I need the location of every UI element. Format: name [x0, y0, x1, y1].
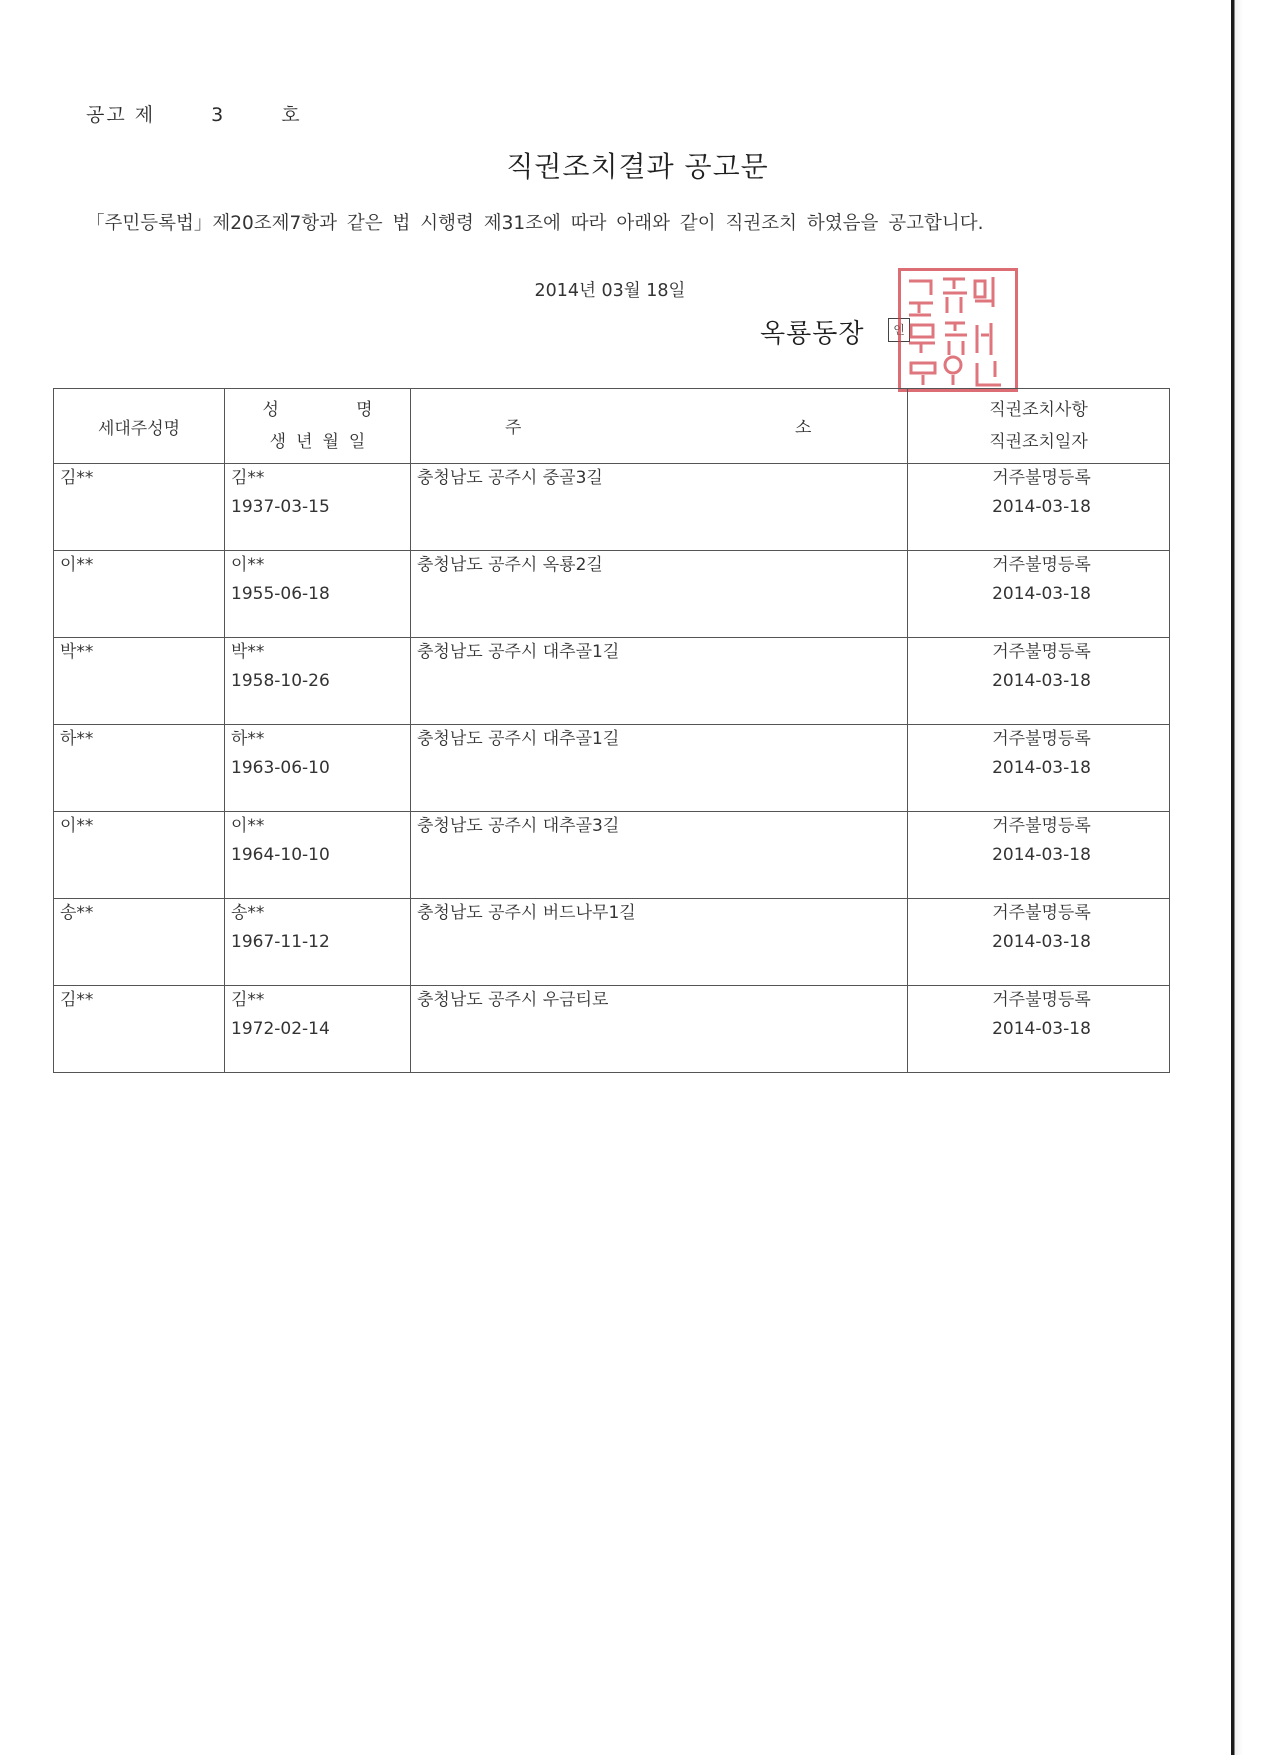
cell-address: 충청남도 공주시 대추골3길	[411, 812, 908, 899]
cell-action-type: 거주불명등록	[992, 468, 1091, 488]
header-action-bottom: 직권조치일자	[989, 432, 1088, 452]
cell-name-birth	[225, 899, 411, 986]
cell-householder: 이**	[54, 551, 225, 638]
cell-address: 충청남도 공주시 우금티로	[411, 986, 908, 1073]
cell-name-birth	[225, 551, 411, 638]
cell-name-birth	[225, 986, 411, 1073]
cell-name-birth	[225, 464, 411, 551]
header-address-1: 주	[505, 418, 522, 438]
header-name-birth	[225, 389, 411, 464]
cell-name: 박**	[231, 642, 265, 662]
cell-action-date: 2014-03-18	[992, 497, 1091, 517]
notice-number	[86, 100, 302, 127]
cell-name: 김**	[231, 468, 265, 488]
records-table	[53, 388, 1170, 1073]
document-title: 직권조치결과 공고문	[506, 150, 769, 183]
cell-address: 충청남도 공주시 대추골1길	[411, 725, 908, 812]
cell-householder: 송**	[54, 899, 225, 986]
cell-action-type: 거주불명등록	[992, 990, 1091, 1010]
scan-edge	[1231, 0, 1275, 1755]
notice-number-value: 3	[211, 104, 226, 126]
seal-mark: 인	[888, 318, 910, 342]
cell-householder: 김**	[54, 464, 225, 551]
notice-body: 「주민등록법」제20조제7항과 같은 법 시행령 제31조에 따라 아래와 같이 직권조치 하였음을 공고합니다.	[86, 213, 984, 234]
cell-action-type: 거주불명등록	[992, 903, 1091, 923]
table-row	[54, 551, 1170, 638]
cell-name: 하**	[231, 729, 265, 749]
cell-action-type: 거주불명등록	[992, 816, 1091, 836]
cell-action	[908, 551, 1170, 638]
cell-action-type: 거주불명등록	[992, 729, 1091, 749]
cell-householder: 박**	[54, 638, 225, 725]
header-householder: 세대주성명	[54, 389, 225, 464]
cell-address: 충청남도 공주시 대추골1길	[411, 638, 908, 725]
cell-name: 송**	[231, 903, 265, 923]
cell-householder: 김**	[54, 986, 225, 1073]
table-row	[54, 899, 1170, 986]
official-title: 옥룡동장	[760, 319, 865, 349]
cell-name-birth	[225, 638, 411, 725]
header-action	[908, 389, 1170, 464]
cell-birth: 1964-10-10	[231, 845, 330, 865]
cell-action	[908, 638, 1170, 725]
cell-name: 김**	[231, 990, 265, 1010]
notice-date: 2014년 03월 18일	[534, 281, 686, 301]
cell-name: 이**	[231, 816, 265, 836]
cell-action-date: 2014-03-18	[992, 1019, 1091, 1039]
cell-householder: 하**	[54, 725, 225, 812]
header-name-1: 성	[262, 400, 279, 420]
notice-prefix: 공고 제	[86, 104, 156, 126]
table-row	[54, 464, 1170, 551]
cell-birth: 1955-06-18	[231, 584, 330, 604]
cell-address: 충청남도 공주시 버드나무1길	[411, 899, 908, 986]
header-birth: 생년월일	[269, 432, 376, 452]
header-address	[411, 389, 908, 464]
cell-action-date: 2014-03-18	[992, 845, 1091, 865]
cell-action	[908, 986, 1170, 1073]
cell-name-birth	[225, 812, 411, 899]
cell-birth: 1937-03-15	[231, 497, 330, 517]
cell-action-type: 거주불명등록	[992, 555, 1091, 575]
header-address-2: 소	[795, 418, 812, 438]
cell-action	[908, 812, 1170, 899]
cell-address: 충청남도 공주시 옥룡2길	[411, 551, 908, 638]
table-row	[54, 812, 1170, 899]
table-row	[54, 986, 1170, 1073]
header-action-top: 직권조치사항	[989, 400, 1088, 420]
header-name-2: 명	[356, 400, 373, 420]
cell-birth: 1967-11-12	[231, 932, 330, 952]
cell-householder: 이**	[54, 812, 225, 899]
official-seal-stamp	[898, 268, 1018, 392]
cell-birth: 1958-10-26	[231, 671, 330, 691]
cell-action-date: 2014-03-18	[992, 584, 1091, 604]
table-row	[54, 638, 1170, 725]
cell-address: 충청남도 공주시 중골3길	[411, 464, 908, 551]
cell-birth: 1963-06-10	[231, 758, 330, 778]
cell-name: 이**	[231, 555, 265, 575]
cell-action-date: 2014-03-18	[992, 758, 1091, 778]
cell-name-birth	[225, 725, 411, 812]
cell-action	[908, 899, 1170, 986]
table-header-row	[54, 389, 1170, 464]
cell-action	[908, 725, 1170, 812]
cell-action-date: 2014-03-18	[992, 671, 1091, 691]
cell-action-type: 거주불명등록	[992, 642, 1091, 662]
cell-action-date: 2014-03-18	[992, 932, 1091, 952]
notice-suffix: 호	[281, 104, 302, 126]
table-row	[54, 725, 1170, 812]
cell-action	[908, 464, 1170, 551]
cell-birth: 1972-02-14	[231, 1019, 330, 1039]
